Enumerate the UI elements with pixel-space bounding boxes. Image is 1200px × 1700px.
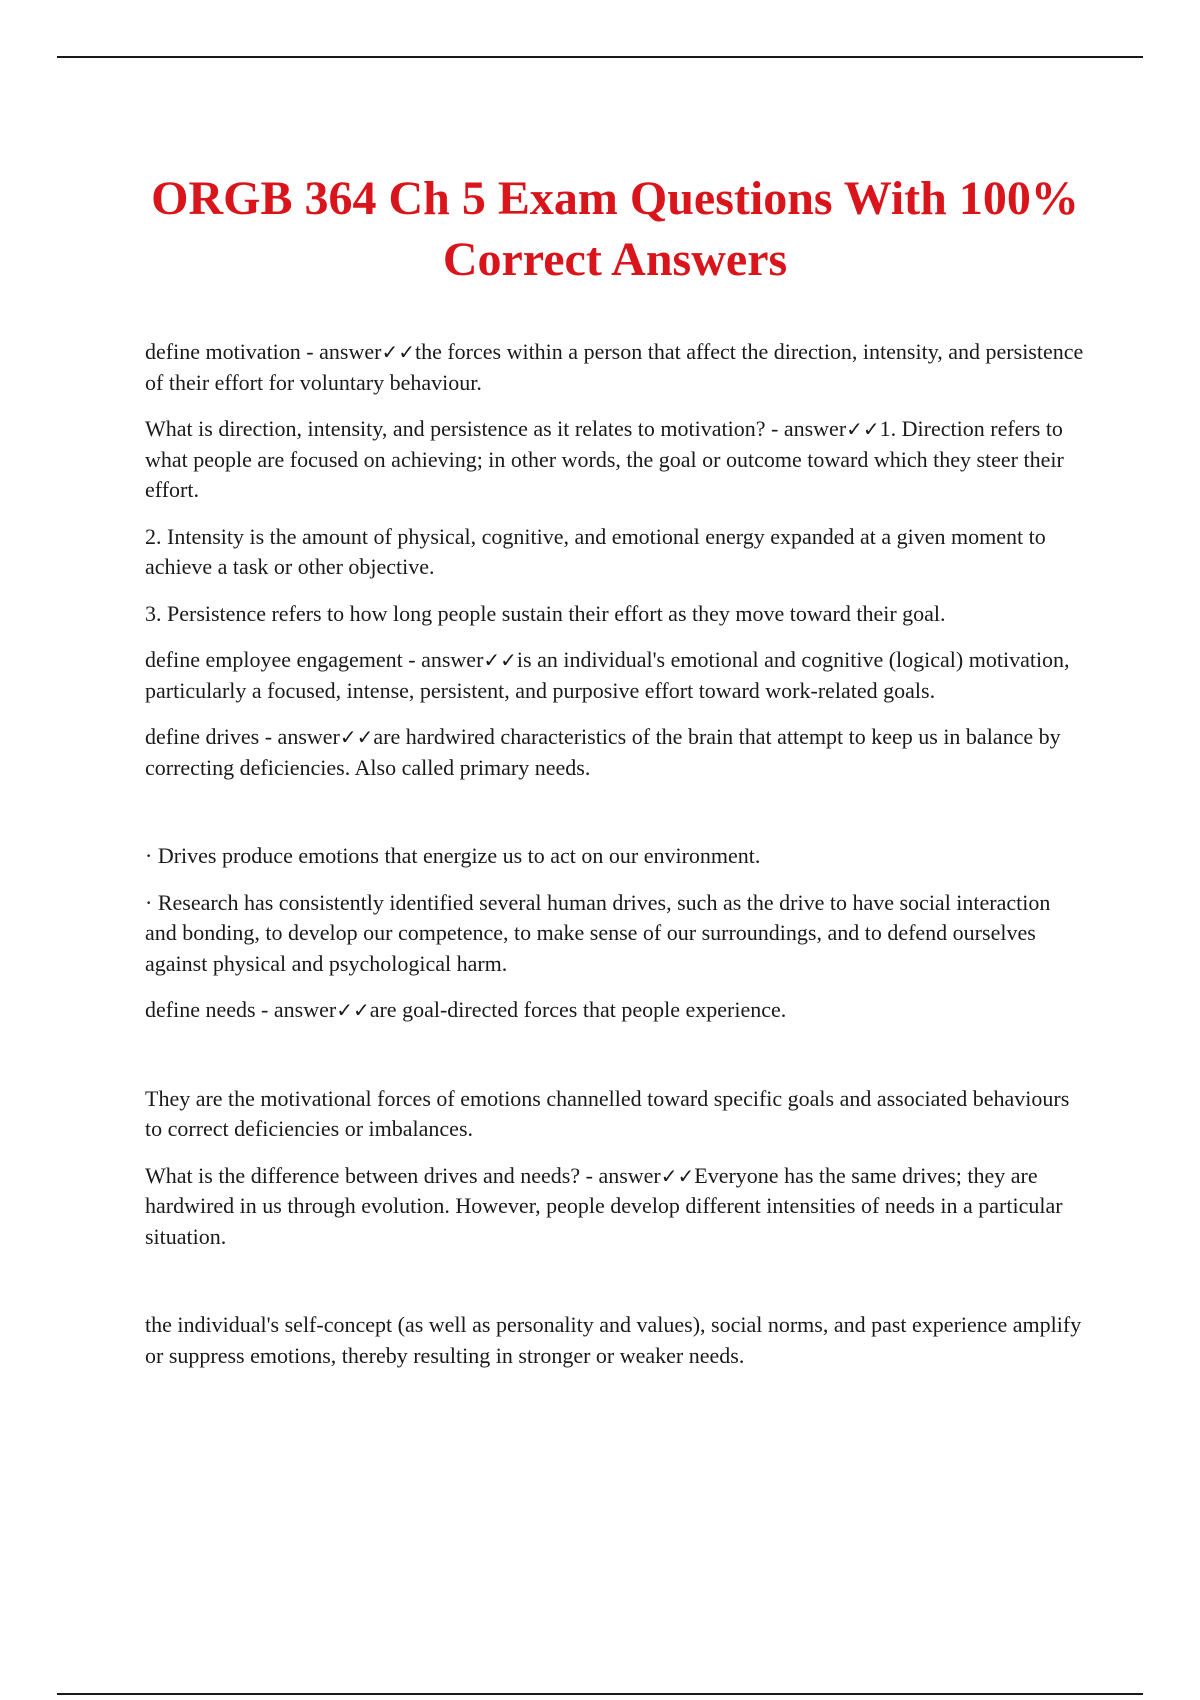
qa-direction-intensity-persistence xyxy=(145,414,1085,506)
question-text: define employee engagement - answer xyxy=(145,647,484,672)
answer-text: 1. Direction refers to what people are focused on achieving; in other words, the goal or outcome toward which they steer their effort. xyxy=(145,416,1064,502)
top-rule xyxy=(57,56,1143,58)
answer-text: is an individual's emotional and cognitive (logical) motivation, particularly a focused, intense, persistent, and purposive effort toward work-related goals. xyxy=(145,647,1070,703)
double-check-icon: ✓✓ xyxy=(336,998,370,1022)
double-check-icon: ✓✓ xyxy=(846,417,880,441)
bullet-drives-produce-emotions: · Drives produce emotions that energize us to act on our environment. xyxy=(145,843,761,868)
paragraph-motivational-forces: They are the motivational forces of emotions channelled toward specific goals and associated behaviours to correct deficiencies or imbalances. xyxy=(145,1085,1070,1141)
paragraph-persistence: 3. Persistence refers to how long people sustain their effort as they move toward their goal. xyxy=(145,600,946,626)
double-check-icon: ✓✓ xyxy=(660,1163,695,1188)
question-text: What is direction, intensity, and persistence as it relates to motivation? - answer xyxy=(145,416,847,441)
qa-define-employee-engagement xyxy=(145,645,1085,706)
answer-text: the forces within a person that affect the direction, intensity, and persistence of their effort for voluntary behaviour. xyxy=(145,339,1084,395)
answer-text: are hardwired characteristics of the brain that attempt to keep us in balance by correcting deficiencies. Also called primary needs. xyxy=(145,724,1061,780)
qa-define-motivation xyxy=(145,337,1085,398)
document-title: ORGB 364 Ch 5 Exam Questions With 100% Correct Answers xyxy=(151,172,1079,286)
paragraph-intensity: 2. Intensity is the amount of physical, cognitive, and emotional energy expanded at a given moment to achieve a task or other objective. xyxy=(145,523,1046,579)
double-check-icon: ✓✓ xyxy=(339,725,374,749)
question-text: What is the difference between drives and needs? - answer xyxy=(145,1162,661,1188)
answer-text: are goal-directed forces that people experience. xyxy=(369,997,787,1022)
question-text: define drives - answer xyxy=(145,724,340,749)
qa-drives-vs-needs xyxy=(145,1161,1085,1253)
answer-text: Everyone has the same drives; they are hardwired in us through evolution. However, people develop different intensities of needs in a particular situation. xyxy=(145,1162,1063,1249)
question-text: define motivation - answer xyxy=(145,339,382,364)
paragraph-self-concept: the individual's self-concept (as well as personality and values), social norms, and past experience amplify or suppress emotions, thereby resulting in stronger or weaker needs. xyxy=(145,1312,1082,1368)
double-check-icon: ✓✓ xyxy=(483,648,517,672)
qa-define-drives xyxy=(145,722,1085,783)
document-body xyxy=(145,337,1085,1387)
question-text: define needs - answer xyxy=(145,997,337,1022)
bottom-rule xyxy=(57,1693,1143,1695)
qa-define-needs xyxy=(145,995,1085,1026)
double-check-icon: ✓✓ xyxy=(381,340,415,364)
bullet-research-human-drives: · Research has consistently identified several human drives, such as the drive to have social interaction and bonding, to develop our competence, to make sense of our surroundings, and to defend ourselves against physical and psychological harm. xyxy=(145,889,1051,976)
